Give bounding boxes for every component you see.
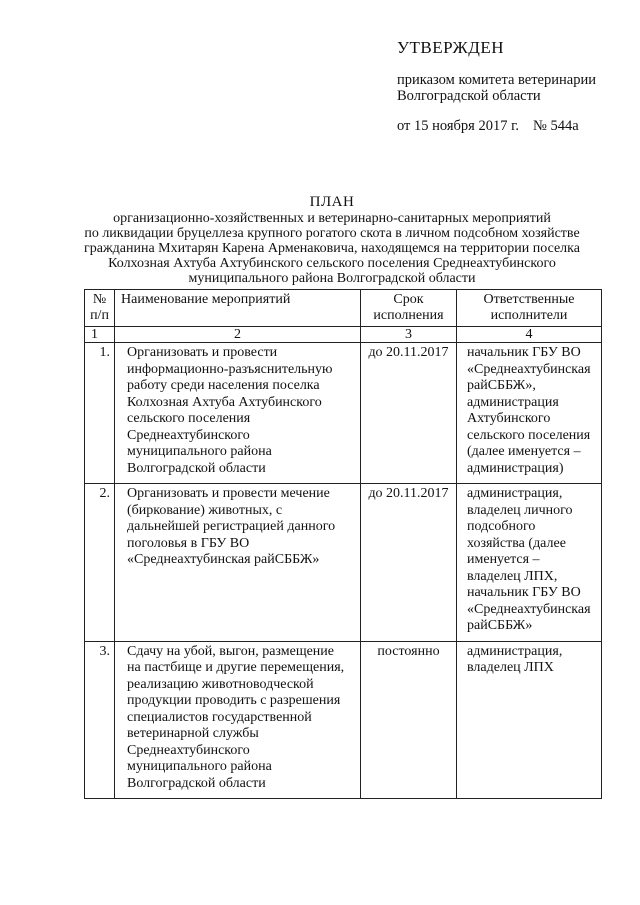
header-name: Наименование мероприятий	[115, 290, 361, 327]
column-number-row	[85, 327, 602, 343]
row-number: 1.	[85, 343, 115, 484]
table-row	[85, 641, 602, 799]
column-number: 1	[85, 327, 115, 343]
header-term	[361, 290, 457, 327]
responsible-line: владелец ЛПХ,	[467, 568, 558, 584]
measure-line: Колхозная Ахтуба Ахтубинского	[127, 394, 322, 410]
measure-line: поголовья в ГБУ ВО	[127, 535, 250, 551]
header-term-line: исполнения	[373, 308, 444, 323]
approval-heading: УТВЕРЖДЕН	[397, 38, 504, 57]
plan-subtitle-line: гражданина Мхитарян Карена Арменаковича, находящемся на территории поселка	[84, 241, 580, 256]
row-responsible	[457, 343, 602, 484]
measure-line: сельского поселения	[127, 411, 251, 426]
measure-line: муниципального района	[127, 444, 272, 459]
measure-line: продукции проводить с разрешения	[127, 693, 341, 708]
measure-line: Среднеахтубинского	[127, 427, 250, 443]
measure-line: специалистов государственной	[127, 709, 312, 725]
row-responsible	[457, 484, 602, 642]
plan-heading: ПЛАН	[309, 194, 355, 210]
row-measure	[115, 343, 361, 484]
responsible-line: администрация,	[467, 486, 563, 501]
row-number: 3.	[85, 641, 115, 799]
measure-line: Сдачу на убой, выгон, размещение	[127, 643, 335, 659]
header-responsible	[457, 290, 602, 327]
measures-table	[84, 289, 602, 799]
header-term-line: Срок	[393, 292, 424, 307]
header-responsible-line: Ответственные	[483, 292, 575, 307]
measure-line: дальнейшей регистрацией данного	[127, 519, 336, 534]
plan-subtitle-line: организационно-хозяйственных и ветеринарно-санитарных мероприятий	[113, 211, 551, 226]
column-number: 4	[457, 327, 602, 343]
table-row	[85, 484, 602, 642]
measure-line: Организовать и провести мечение	[127, 486, 330, 501]
measure-line: «Среднеахтубинская райСББЖ»	[127, 552, 320, 567]
responsible-line: райСББЖ»,	[467, 378, 536, 393]
measure-line: (биркование) животных, с	[127, 502, 283, 518]
column-number: 2	[115, 327, 361, 343]
row-term: до 20.11.2017	[361, 343, 457, 484]
approval-date-line	[397, 118, 627, 135]
responsible-line: администрация,	[467, 643, 563, 659]
responsible-line: райСББЖ»	[467, 618, 533, 633]
table-header-row	[85, 290, 602, 327]
measure-line: Волгоградской области	[127, 460, 266, 476]
row-number: 2.	[85, 484, 115, 642]
plan-subtitle-line: муниципального района Волгоградской области	[188, 271, 476, 286]
responsible-line: подсобного	[467, 519, 536, 534]
approval-order	[397, 72, 627, 104]
responsible-line: «Среднеахтубинская	[467, 361, 591, 377]
header-number	[85, 290, 115, 327]
responsible-line: Ахтубинского	[467, 411, 551, 426]
measure-line: муниципального района	[127, 759, 272, 774]
approval-stamp	[397, 38, 627, 135]
approval-order-line: приказом комитета ветеринарии	[397, 72, 596, 88]
row-measure	[115, 641, 361, 799]
responsible-line: администрация	[467, 394, 559, 410]
table-row	[85, 343, 602, 484]
measure-line: ветеринарной службы	[127, 726, 259, 741]
measure-line: на пастбище и другие перемещения,	[127, 660, 345, 675]
approval-number: № 544а	[533, 118, 579, 134]
measure-line: Волгоградской области	[127, 775, 266, 791]
measure-line: Организовать и провести	[127, 345, 278, 360]
row-term: постоянно	[361, 641, 457, 799]
row-measure	[115, 484, 361, 642]
responsible-line: именуется –	[467, 552, 540, 567]
responsible-line: начальник ГБУ ВО	[467, 345, 581, 360]
header-responsible-line: исполнители	[490, 308, 568, 323]
plan-title	[70, 195, 594, 286]
row-term: до 20.11.2017	[361, 484, 457, 642]
responsible-line: администрация)	[467, 460, 564, 476]
responsible-line: «Среднеахтубинская	[467, 601, 591, 617]
measure-line: Среднеахтубинского	[127, 742, 250, 758]
responsible-line: владелец личного	[467, 502, 573, 518]
measure-line: реализацию животноводческой	[127, 676, 314, 692]
measure-line: работу среди населения поселка	[127, 378, 320, 393]
column-number: 3	[361, 327, 457, 343]
approval-date: от 15 ноября 2017 г.	[397, 118, 520, 134]
measure-line: информационно-разъяснительную	[127, 361, 333, 377]
row-responsible	[457, 641, 602, 799]
responsible-line: хозяйства (далее	[467, 535, 566, 551]
header-number-line: №	[92, 292, 107, 307]
responsible-line: сельского поселения	[467, 427, 591, 443]
plan-subtitle-line: Колхозная Ахтуба Ахтубинского сельского поселения Среднеахтубинского	[108, 256, 556, 271]
responsible-line: (далее именуется –	[467, 444, 581, 459]
responsible-line: начальник ГБУ ВО	[467, 585, 581, 600]
responsible-line: владелец ЛПХ	[467, 660, 554, 675]
header-number-line: п/п	[90, 308, 109, 323]
approval-order-line: Волгоградской области	[397, 88, 541, 104]
plan-subtitle-line: по ликвидации бруцеллеза крупного рогатого скота в личном подсобном хозяйстве	[84, 226, 580, 241]
